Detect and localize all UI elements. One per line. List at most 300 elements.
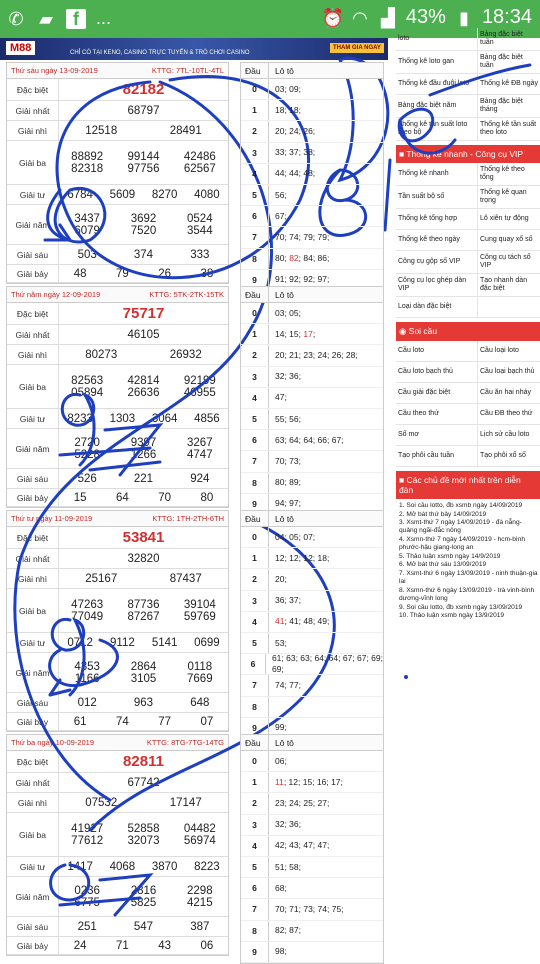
loto-row [241, 409, 383, 430]
chat-icon: ▰ [39, 8, 53, 29]
prize-number: 28491 [169, 124, 202, 137]
prize-label: Giải nhất [7, 773, 59, 792]
loto-head-digit: 5 [241, 857, 269, 877]
loto-numbers: 91; 92; 92; 97; [275, 274, 330, 285]
loto-head-digit: 4 [241, 388, 269, 408]
loto-row [241, 527, 383, 548]
prize-number: 0699 [194, 636, 220, 649]
loto-numbers: 63; 64; 64; 66; 67; [275, 434, 344, 445]
loto-numbers: 20; 24; 26; [275, 125, 316, 136]
loto-row [241, 697, 383, 718]
loto-head-digit: 4 [241, 164, 269, 184]
loto-head-digit: 9 [241, 942, 269, 962]
loto-head-digit: 1 [241, 100, 269, 120]
prize-row [7, 121, 228, 141]
prize-number: 3544 [187, 224, 213, 237]
prize-label: Giải ba [7, 813, 59, 856]
loto-row [241, 206, 383, 227]
prize-number: 99144 [127, 150, 160, 163]
forum-topic-link[interactable]: 5. Thảo luận xsmb ngày 14/9/2019 [399, 552, 501, 560]
vip-tool-link[interactable]: Thống kê theo ngày [396, 230, 477, 251]
soi-cau-link[interactable]: Cầu ăn hai nháy [477, 383, 540, 404]
prize-label: Giải sáu [7, 917, 59, 936]
prize-number: 963 [133, 696, 154, 709]
loto-numbers: 03; 09; [275, 83, 301, 94]
prize-number: 59769 [183, 610, 216, 623]
loto-numbers: 32; 36; [275, 819, 301, 830]
draw-code: KTTG: 5TK-2TK-15TK [149, 290, 224, 299]
loto-numbers: 68; [275, 882, 287, 893]
prize-number: 333 [190, 248, 210, 261]
vip-tool-link[interactable]: Tần suất bộ số [396, 186, 477, 209]
soi-cau-link[interactable]: Cầu loto bạch thủ [396, 362, 477, 383]
prize-label: Đặc biệt [7, 527, 59, 548]
prize-row [7, 245, 228, 265]
prize-number: 82182 [122, 81, 165, 98]
prize-label: Giải tư [7, 633, 59, 652]
battery-icon: ▮ [458, 7, 469, 28]
alarm-icon: ⏰ [321, 7, 345, 28]
prize-label: Giải bảy [7, 265, 59, 282]
prize-number: 3105 [130, 672, 157, 685]
prize-number: 32820 [127, 552, 160, 565]
prize-number: 12518 [85, 124, 118, 137]
stats-link[interactable]: Thống kê đầu đuôi loto [396, 74, 477, 95]
loto-numbers: 99; [275, 722, 287, 733]
prize-number: 88892 [71, 150, 104, 163]
prize-row [7, 793, 228, 813]
prize-number: 80273 [85, 348, 118, 361]
prize-row [7, 857, 228, 877]
result-table [6, 286, 229, 508]
prize-number: 3437 [74, 212, 100, 225]
soi-cau-link[interactable]: Cầu giải đặc biệt [396, 383, 477, 404]
prize-number: 70 [158, 491, 172, 504]
vip-tool-link[interactable]: Thống kê quan trọng [477, 186, 540, 209]
loto-numbers: 41; 41; 48; 49; [275, 616, 330, 627]
loto-numbers: 70; 73; [275, 455, 301, 466]
prize-number: 9112 [110, 636, 135, 649]
prize-number: 7520 [130, 224, 157, 237]
loto-numbers: 18; 18; [275, 104, 301, 115]
soi-cau-link[interactable]: Tạo phôi cầu tuần [396, 446, 477, 467]
loto-row [241, 569, 383, 590]
result-header [7, 63, 228, 79]
wifi-icon: ◠ [352, 7, 368, 28]
forum-topic-link[interactable]: 2. Mở bát thứ bảy 14/09/2019 [399, 510, 487, 518]
prize-row [7, 489, 228, 507]
loto-row [241, 249, 383, 270]
result-table [6, 62, 229, 284]
prize-number: 38 [200, 267, 214, 280]
loto-head-digit: 2 [241, 793, 269, 813]
loto-numbers: 80; 89; [275, 477, 301, 488]
prize-number: 2816 [130, 884, 157, 897]
loto-row [241, 345, 383, 366]
prize-label: Giải năm [7, 205, 59, 244]
stats-link[interactable]: Thống kê ĐB ngày [477, 74, 540, 95]
prize-number: 374 [133, 248, 154, 261]
prize-row [7, 751, 228, 773]
vip-tool-link[interactable]: Thống kê tổng hợp [396, 209, 477, 230]
loto-head-dau: Đầu [241, 735, 269, 750]
prize-number: 46105 [127, 328, 160, 341]
stats-link[interactable]: Thống kê tần suất loto theo bộ [396, 118, 477, 141]
loto-head-digit: 7 [241, 451, 269, 471]
prize-number: 9397 [130, 436, 157, 449]
prize-label: Giải tư [7, 185, 59, 204]
loto-head-digit: 2 [241, 345, 269, 365]
prize-number: 15 [73, 491, 87, 504]
prize-number: 32073 [127, 834, 160, 847]
prize-number: 26 [158, 267, 172, 280]
prize-number: 47263 [71, 598, 104, 611]
prize-number: 1166 [74, 672, 100, 685]
loto-head-digit: 9 [241, 494, 269, 514]
forum-news-header: ■ Các chủ đề mới nhất trên diễn đàn [396, 471, 540, 499]
stats-link[interactable]: Bảng đặc biệt năm [396, 95, 477, 118]
loto-row [241, 654, 383, 675]
loto-head-digit: 7 [241, 675, 269, 695]
vip-tools-header: ■ Thống kê nhanh - Công cụ VIP [396, 145, 540, 163]
loto-head-loto: Lô tô [275, 737, 294, 748]
loto-numbers: 20; [275, 573, 287, 584]
loto-head-digit: 3 [241, 815, 269, 835]
prize-number: 48 [73, 267, 87, 280]
loto-row [241, 751, 383, 772]
loto-numbers: 11; 12; 15; 16; 17; [275, 776, 343, 787]
prize-label: Giải tư [7, 409, 59, 428]
forum-topic-link[interactable]: 4. Xsmn-thứ 7 ngày 14/09/2019 - hcm-bình phước-hậu giang-long an [399, 535, 526, 552]
prize-row [7, 345, 228, 365]
loto-head-digit: 1 [241, 772, 269, 792]
clock: 18:34 [481, 6, 532, 28]
prize-number: 5141 [151, 636, 178, 649]
loto-numbers: 70; 71; 73; 74; 75; [275, 903, 344, 914]
loto-numbers: 44; 44; 48; [275, 168, 316, 179]
prize-label: Giải năm [7, 429, 59, 468]
loto-head-digit: 5 [241, 185, 269, 205]
banner-join-button[interactable]: THAM GIA NGAY [330, 43, 384, 53]
loto-head-digit: 7 [241, 227, 269, 247]
stats-link[interactable]: Thống kê tần suất theo loto [477, 118, 540, 141]
prize-number: 07 [200, 715, 214, 728]
vip-tool-link[interactable]: Tạo nhanh dàn đặc biệt [477, 274, 540, 297]
prize-number: 4068 [109, 860, 136, 873]
prize-number: 46955 [183, 386, 216, 399]
loto-numbers: 61; 63; 63; 64; 64; 67; 67; 69; 69; [271, 653, 383, 675]
prize-label: Đặc biệt [7, 79, 59, 100]
sidebar [396, 28, 540, 621]
prize-label: Giải nhì [7, 569, 59, 588]
loto-head-digit: 3 [241, 591, 269, 611]
prize-number: 39104 [183, 598, 216, 611]
draw-date: Thứ năm ngày 12-09-2019 [11, 290, 101, 299]
prize-label: Giải năm [7, 877, 59, 916]
loto-numbers: 36; 37; [275, 595, 301, 606]
prize-number: 77612 [71, 834, 104, 847]
loto-head-digit: 1 [241, 324, 269, 344]
prize-number: 5609 [109, 188, 136, 201]
vip-tool-link[interactable]: Lô xiên tự động [477, 209, 540, 230]
loto-row [241, 921, 383, 942]
prize-number: 05894 [71, 386, 104, 399]
prize-number: 26636 [127, 386, 160, 399]
prize-label: Đặc biệt [7, 751, 59, 772]
vip-tool-link[interactable]: Công cụ gộp số VIP [396, 251, 477, 274]
prize-row [7, 265, 228, 283]
prize-number: 82318 [71, 162, 104, 175]
prize-number: 62567 [183, 162, 216, 175]
prize-row [7, 429, 228, 469]
prize-row [7, 303, 228, 325]
prize-label: Giải ba [7, 365, 59, 408]
loto-row [241, 324, 383, 345]
loto-head-dau: Đầu [241, 511, 269, 526]
loto-row [241, 185, 383, 206]
prize-number: 25167 [85, 572, 118, 585]
prize-number: 3064 [151, 412, 178, 425]
prize-number: 42814 [127, 374, 160, 387]
loto-row [241, 227, 383, 248]
prize-label: Giải nhì [7, 121, 59, 140]
loto-head-digit: 9 [241, 270, 269, 290]
loto-numbers: 23; 24; 25; 27; [275, 797, 330, 808]
loto-numbers: 33; 37; 38; [275, 147, 316, 158]
forum-topic-link[interactable]: 8. Xsmn-thứ 6 ngày 13/09/2019 - trà vinh-bình dương-vĩnh long [399, 586, 535, 602]
forum-topic-link[interactable]: 10. Thảo luận xsmb ngày 13/9/2019 [399, 612, 505, 620]
prize-row [7, 365, 228, 409]
prize-number: 56974 [183, 834, 216, 847]
prize-label: Giải nhất [7, 549, 59, 568]
loto-row [241, 473, 383, 494]
prize-number: 79 [115, 267, 129, 280]
soi-cau-link[interactable]: Tạo phôi xổ số [477, 446, 540, 467]
prize-number: 4856 [194, 412, 220, 425]
prize-number: 7669 [187, 672, 213, 685]
vip-tool-link[interactable]: Công cụ lọc ghép dàn VIP [396, 274, 477, 297]
loto-head-loto: Lô tô [275, 289, 294, 300]
loto-numbers: 82; 87; [275, 925, 301, 936]
loto-numbers: 67; [275, 210, 287, 221]
prize-number: 87267 [127, 610, 160, 623]
forum-topic-link[interactable]: 7. Xsmt-thứ 6 ngày 13/09/2019 - ninh thuận-gia lai [399, 569, 538, 586]
prize-label: Giải bảy [7, 713, 59, 730]
loto-numbers: 51; 58; [275, 861, 301, 872]
prize-row [7, 141, 228, 185]
loto-numbers: 32; 36; [275, 371, 301, 382]
prize-number: 82563 [71, 374, 104, 387]
vip-tool-link[interactable]: Loại dàn đặc biệt [396, 297, 477, 318]
loto-head-digit: 5 [241, 633, 269, 653]
prize-number: 17147 [169, 796, 202, 809]
vip-tool-link[interactable]: Cung quay xổ số [477, 230, 540, 251]
prize-number: 71 [115, 939, 129, 952]
prize-row [7, 569, 228, 589]
loto-numbers: 80; 82; 84; 86; [275, 253, 330, 264]
prize-number: 3267 [187, 436, 213, 449]
prize-row [7, 205, 228, 245]
loto-head-digit: 0 [241, 751, 269, 771]
prize-number: 6775 [74, 896, 100, 909]
vip-tool-link[interactable]: Công cụ tách số VIP [477, 251, 540, 274]
prize-number: 1266 [130, 448, 157, 461]
loto-head-digit: 7 [241, 899, 269, 919]
prize-number: 52858 [127, 822, 160, 835]
soi-cau-link[interactable]: Cầu loại loto [477, 341, 540, 362]
prize-number: 87736 [127, 598, 160, 611]
loto-row [241, 79, 383, 100]
loto-row [241, 451, 383, 472]
loto-head-digit: 6 [241, 654, 266, 674]
soi-cau-link[interactable]: Số mơ [396, 425, 477, 446]
prize-number: 3870 [151, 860, 178, 873]
forum-topic-link[interactable]: 9. Soi cầu lotto, đb xsmb ngày 13/09/2019 [399, 603, 523, 611]
prize-number: 74 [115, 715, 129, 728]
loto-head-loto: Lô tô [275, 513, 294, 524]
loto-head-dau: Đầu [241, 63, 269, 78]
draw-date: Thứ ba ngày 10-09-2019 [11, 738, 94, 747]
soi-cau-link[interactable]: Lịch sử cầu loto [477, 425, 540, 446]
soi-cau-link[interactable]: Cầu theo thứ [396, 404, 477, 425]
prize-row [7, 773, 228, 793]
loto-head-digit: 0 [241, 79, 269, 99]
stats-link[interactable]: Thống kê loto gan [396, 51, 477, 74]
prize-number: 2864 [130, 660, 157, 673]
loto-numbers: 06; [275, 755, 287, 766]
stats-link[interactable]: Bảng đặc biệt tháng [477, 95, 540, 118]
prize-label: Giải bảy [7, 937, 59, 954]
prize-label: Giải nhất [7, 325, 59, 344]
prize-row [7, 79, 228, 101]
loto-row [241, 367, 383, 388]
prize-number: 0712 [67, 636, 93, 649]
forum-topic-link[interactable]: 1. Soi cầu lotto, đb xsmb ngày 14/09/2019 [399, 502, 523, 509]
vip-tool-link[interactable]: Thống kê nhanh [396, 163, 477, 186]
prize-row [7, 101, 228, 121]
prize-label: Giải nhất [7, 101, 59, 120]
stats-link[interactable]: loto [396, 28, 477, 51]
ad-banner[interactable] [0, 38, 388, 60]
prize-row [7, 633, 228, 653]
forum-topic-link[interactable]: 6. Mở bát thứ sáu 13/09/2019 [399, 561, 487, 569]
loto-row [241, 836, 383, 857]
prize-number: 41927 [71, 822, 104, 835]
loto-head-digit: 4 [241, 612, 269, 632]
loto-row [241, 143, 383, 164]
vip-tool-link[interactable]: Thống kê theo tổng [477, 163, 540, 186]
banner-logo: M88 [6, 41, 35, 55]
prize-number: 97756 [127, 162, 160, 175]
prize-number: 387 [190, 920, 210, 933]
result-table [6, 510, 229, 732]
loto-row [241, 164, 383, 185]
loto-numbers: 14; 15; 17; [275, 328, 316, 339]
prize-number: 42486 [183, 150, 216, 163]
loto-head-digit: 3 [241, 367, 269, 387]
loto-row [241, 878, 383, 899]
facebook-icon: f [66, 9, 86, 29]
loto-row [241, 612, 383, 633]
soi-cau-link[interactable]: Cầu ĐB theo thứ [477, 404, 540, 425]
result-header [7, 735, 228, 751]
signal-icon: ▟ [380, 7, 395, 28]
prize-number: 06 [200, 939, 214, 952]
prize-label: Giải sáu [7, 693, 59, 712]
loto-numbers: 98; [275, 946, 287, 957]
loto-numbers: 70; 74; 79; 79; [275, 231, 330, 242]
prize-number: 221 [133, 472, 154, 485]
prize-number: 4747 [187, 448, 213, 461]
loto-head-loto: Lô tô [275, 65, 294, 76]
prize-number: 4353 [74, 660, 100, 673]
loto-numbers: 94; 97; [275, 498, 301, 509]
prize-number: 8270 [151, 188, 178, 201]
loto-head-digit: 6 [241, 430, 269, 450]
scribble-1-letter [385, 160, 390, 230]
prize-label: Giải nhì [7, 345, 59, 364]
scribble-dot [404, 675, 408, 679]
loto-row [241, 815, 383, 836]
vip-tool-link [477, 297, 540, 318]
loto-numbers: 20; 21; 23; 24; 26; 28; [275, 349, 358, 360]
loto-table [240, 510, 384, 740]
loto-row [241, 121, 383, 142]
soi-cau-link[interactable]: Cầu loại bạch thủ [477, 362, 540, 383]
result-header [7, 511, 228, 527]
prize-row [7, 409, 228, 429]
loto-head-digit: 2 [241, 121, 269, 141]
prize-row [7, 589, 228, 633]
prize-number: 64 [115, 491, 129, 504]
prize-number: 77049 [71, 610, 104, 623]
prize-number: 67742 [127, 776, 160, 789]
loto-numbers: 03; 05; [275, 307, 301, 318]
banner-subtitle: CHỈ CÓ TẠI KENO, CASINO TRỰC TUYẾN & TRÒ CHƠI CASINO [70, 50, 250, 56]
prize-number: 4080 [194, 188, 220, 201]
loto-row [241, 388, 383, 409]
loto-head-digit: 0 [241, 303, 269, 323]
forum-topic-link[interactable]: 3. Xsmt-thứ 7 ngày 14/09/2019 - đà nẵng-quảng ngãi-đắc nông [399, 519, 522, 535]
prize-number: 5825 [130, 896, 157, 909]
prize-number: 26932 [169, 348, 202, 361]
battery-level: 43% [405, 6, 446, 28]
result-header [7, 287, 228, 303]
prize-number: 8233 [67, 412, 93, 425]
loto-head-digit: 8 [241, 697, 269, 717]
loto-row [241, 772, 383, 793]
loto-row [241, 633, 383, 654]
prize-label: Giải nhì [7, 793, 59, 812]
result-table [6, 734, 229, 956]
stats-link[interactable]: Bảng đặc biệt tuần [477, 28, 540, 51]
soi-cau-link[interactable]: Cầu loto [396, 341, 477, 362]
loto-numbers: 74; 77; [275, 679, 301, 690]
loto-row [241, 303, 383, 324]
stats-link[interactable]: Bảng đặc biệt tuần [477, 51, 540, 74]
prize-number: 8223 [194, 860, 220, 873]
prize-label: Giải sáu [7, 245, 59, 264]
prize-row [7, 185, 228, 205]
prize-number: 68797 [127, 104, 160, 117]
prize-number: 5228 [74, 448, 100, 461]
prize-row [7, 713, 228, 731]
prize-number: 251 [77, 920, 97, 933]
loto-head-digit: 0 [241, 527, 269, 547]
loto-head-digit: 9 [241, 718, 269, 738]
prize-row [7, 693, 228, 713]
loto-head-digit: 6 [241, 206, 269, 226]
